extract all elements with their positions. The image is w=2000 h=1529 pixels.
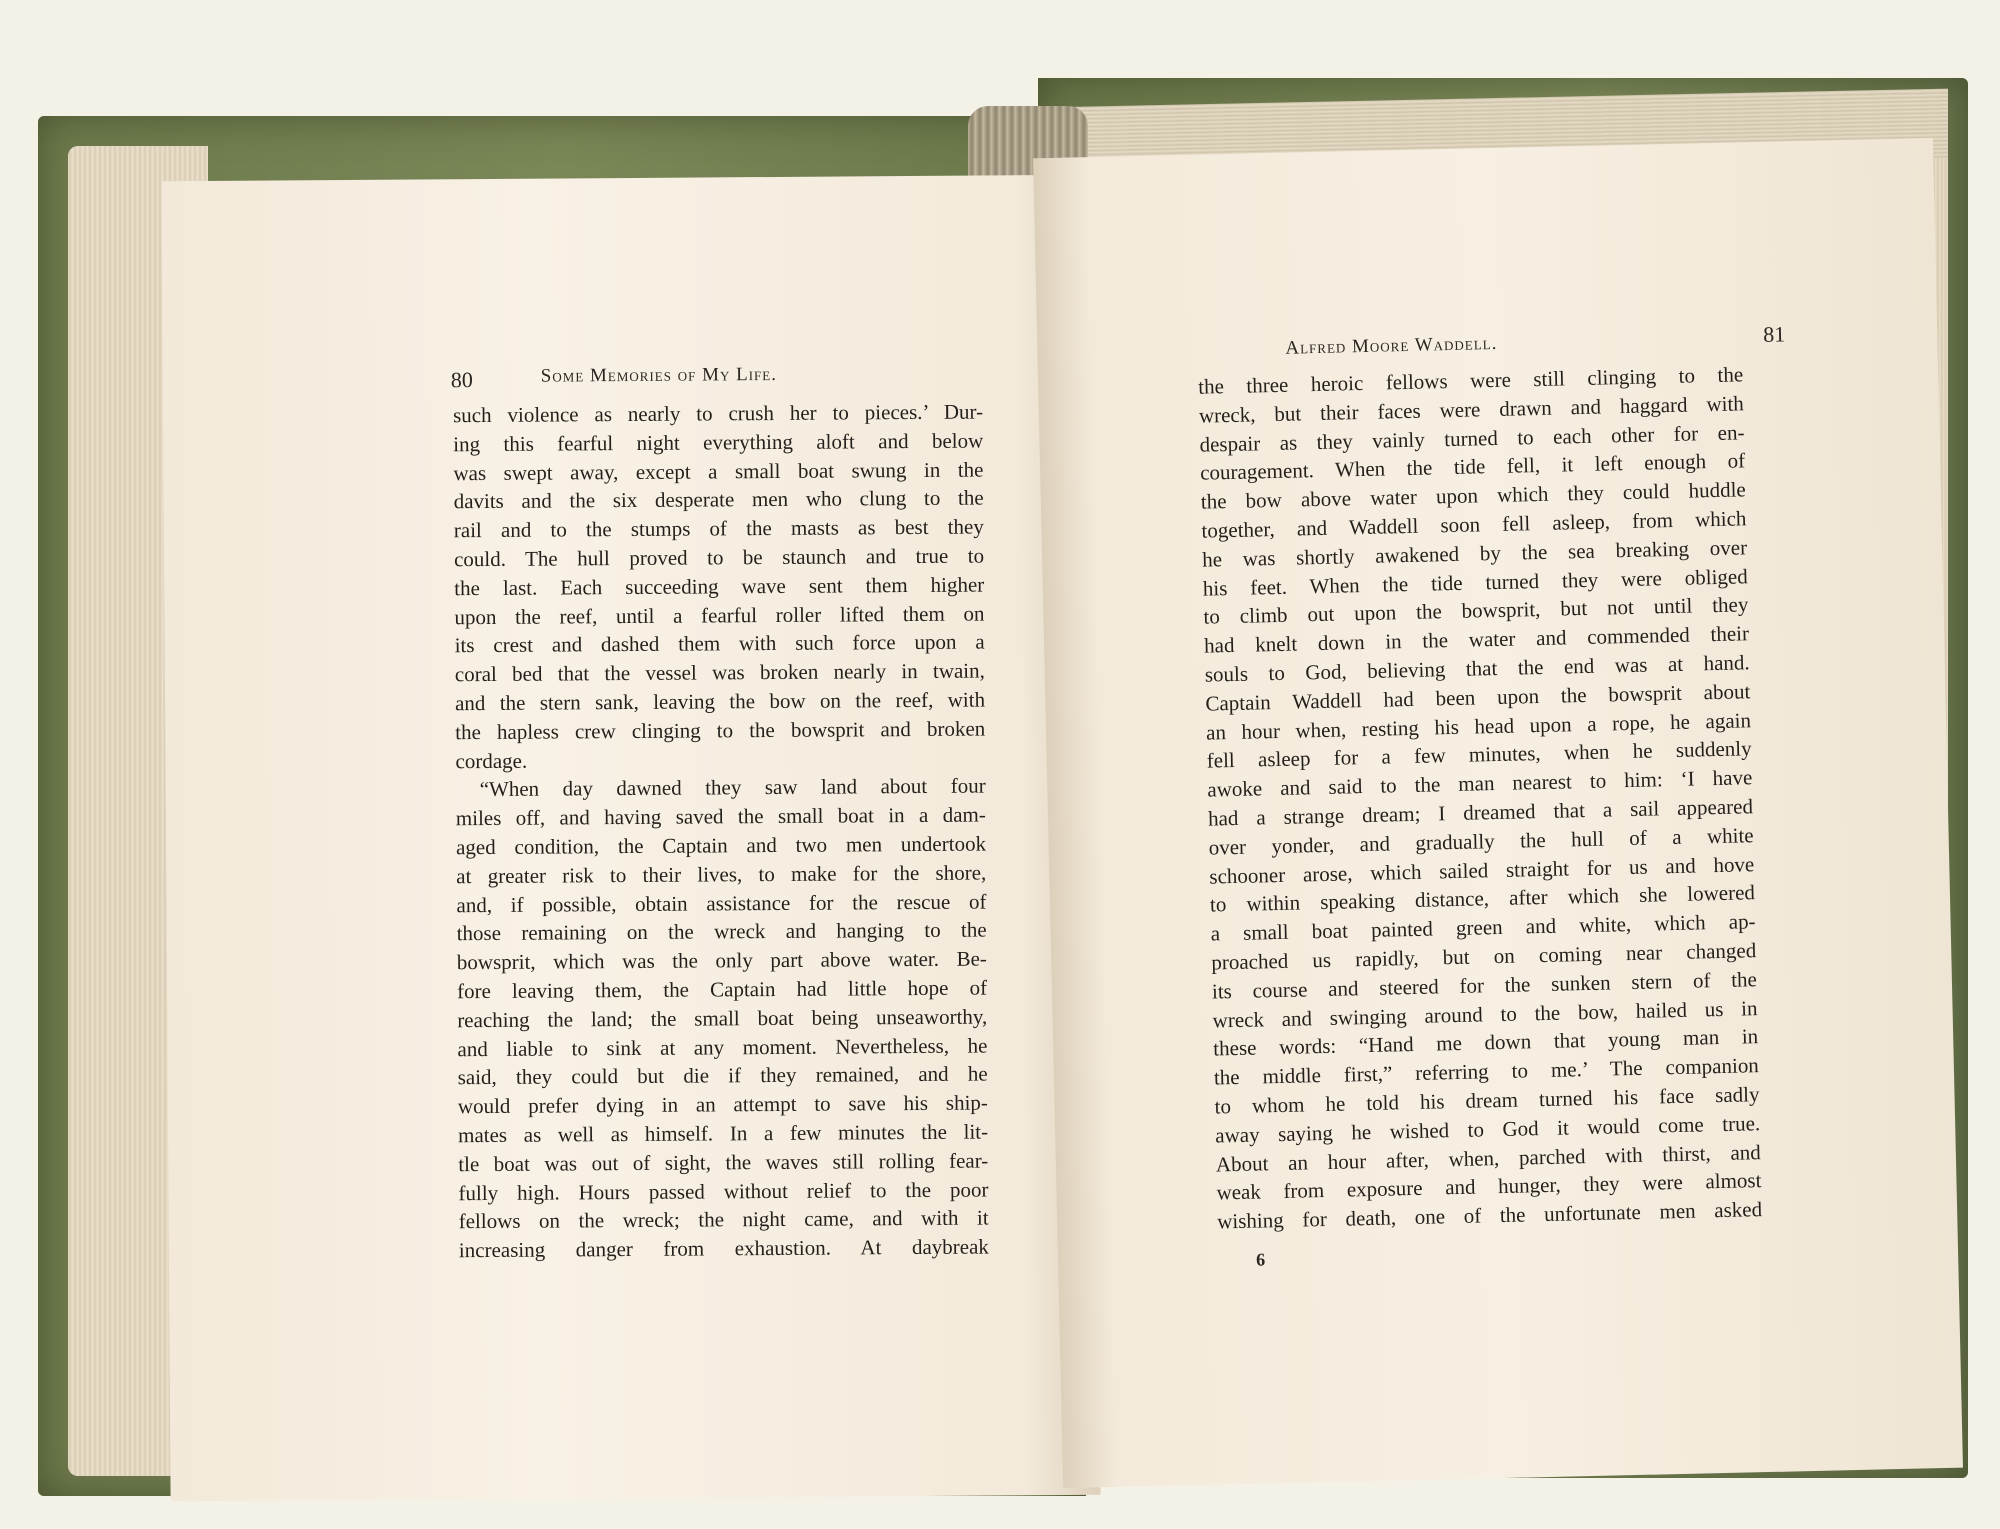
right-body-text bbox=[1198, 360, 1762, 1236]
text-line: increasing danger from exhaustion. At daybreak bbox=[458, 1234, 989, 1263]
text-line: over yonder, and gradually the hull of a white bbox=[1208, 822, 1754, 860]
text-line: coral bed that the vessel was broken nearly in twain, bbox=[454, 658, 985, 687]
text-line: upon the reef, until a fearful roller lifted them on bbox=[454, 601, 985, 629]
text-line: a small boat painted green and white, which ap- bbox=[1210, 909, 1756, 946]
left-page-number: 80 bbox=[450, 367, 473, 393]
text-line: the three heroic fellows were still clinging to the bbox=[1197, 362, 1744, 399]
text-line: away saying he wished to God it would come true. bbox=[1214, 1110, 1761, 1148]
text-line: awoke and said to the man nearest to him: ‘I have bbox=[1207, 765, 1753, 802]
text-line: said, they could but die if they remained, and he bbox=[457, 1061, 988, 1090]
text-line: bowsprit, which was the only part above water. Be- bbox=[456, 946, 987, 975]
text-line: “When day dawned they saw land about four bbox=[479, 773, 986, 802]
text-line: mates as well as himself. In a few minutes the lit- bbox=[457, 1119, 989, 1148]
signature-mark: 6 bbox=[1255, 1249, 1266, 1270]
text-line: souls to God, believing that the end was at hand. bbox=[1204, 650, 1750, 687]
text-line: to climb out upon the bowsprit, but not until they bbox=[1203, 592, 1749, 630]
text-line: despair as they vainly turned to each other for en- bbox=[1199, 419, 1745, 457]
text-line: proached us rapidly, but on coming near changed bbox=[1211, 938, 1757, 975]
right-running-head: Alfred Moore Waddell. bbox=[1285, 332, 1498, 359]
text-line: Captain Waddell had been upon the bowsprit about bbox=[1205, 679, 1751, 716]
left-body-text bbox=[453, 398, 989, 1266]
text-line: had a strange dream; I dreamed that a sail appeared bbox=[1207, 794, 1754, 831]
left-page bbox=[161, 175, 1100, 1501]
text-line: and, if possible, obtain assistance for the rescue of bbox=[456, 889, 987, 917]
text-line: at greater risk to their lives, to make for the shore, bbox=[456, 860, 987, 888]
text-line: the bow above water upon which they could huddle bbox=[1200, 477, 1746, 514]
text-line: was swept away, except a small boat swung in the bbox=[453, 457, 984, 485]
text-line: wreck, but their faces were drawn and haggard with bbox=[1198, 391, 1745, 428]
text-line: had knelt down in the water and commended their bbox=[1203, 621, 1750, 658]
text-line: these words: “Hand me down that young man in bbox=[1213, 1024, 1759, 1061]
text-line: aged condition, the Captain and two men undertook bbox=[455, 831, 987, 860]
text-line: the middle first,” referring to me.’ The companion bbox=[1213, 1053, 1760, 1090]
text-line: and the stern sank, leaving the bow on the reef, with bbox=[454, 687, 986, 716]
text-line: weak from exposure and hunger, they were almost bbox=[1216, 1168, 1762, 1205]
text-line: wishing for death, one of the unfortunate men asked bbox=[1216, 1197, 1763, 1234]
text-line: he was shortly awakened by the sea breaking over bbox=[1201, 535, 1748, 572]
text-line: to within speaking distance, after which she lowered bbox=[1209, 880, 1756, 917]
text-line: could. The hull proved to be staunch and true to bbox=[453, 543, 985, 572]
text-line: ing this fearful night everything aloft and below bbox=[453, 428, 984, 457]
right-page bbox=[1033, 138, 1963, 1488]
text-line: couragement. When the tide fell, it left enough of bbox=[1199, 448, 1746, 486]
open-book bbox=[38, 78, 1968, 1498]
text-line: reaching the land; the small boat being unseaworthy, bbox=[457, 1004, 988, 1032]
text-line: fully high. Hours passed without relief to the poor bbox=[458, 1177, 989, 1205]
text-line: tle boat was out of sight, the waves still rolling fear- bbox=[458, 1148, 989, 1176]
text-line: About an hour after, when, parched with thirst, and bbox=[1215, 1139, 1762, 1177]
text-line: and liable to sink at any moment. Nevertheless, he bbox=[457, 1033, 988, 1061]
text-line: those remaining on the wreck and hanging to the bbox=[456, 917, 987, 946]
text-line: fore leaving them, the Captain had little hope of bbox=[456, 975, 988, 1004]
text-line: fell asleep for a few minutes, when he suddenly bbox=[1206, 736, 1752, 773]
text-line: to whom he told his dream turned his face sadly bbox=[1214, 1082, 1760, 1119]
text-line: its crest and dashed them with such force upon a bbox=[454, 629, 985, 658]
text-line: wreck and swinging around to the bow, hailed us in bbox=[1212, 995, 1758, 1033]
text-line: miles off, and having saved the small boat in a dam- bbox=[455, 802, 986, 831]
text-line: davits and the six desperate men who clung to the bbox=[453, 485, 984, 514]
left-running-head: Some Memories of My Life. bbox=[540, 363, 778, 387]
text-line: would prefer dying in an attempt to save his ship- bbox=[457, 1090, 988, 1119]
text-line: fellows on the wreck; the night came, and with it bbox=[458, 1205, 989, 1234]
text-line: schooner arose, which sailed straight for us and hove bbox=[1209, 851, 1755, 889]
text-line: rail and to the stumps of the masts as best they bbox=[453, 514, 984, 543]
text-line: his feet. When the tide turned they were obliged bbox=[1202, 563, 1748, 601]
text-line: an hour when, resting his head upon a rope, he again bbox=[1205, 707, 1752, 745]
text-line: together, and Waddell soon fell asleep, from which bbox=[1201, 506, 1747, 543]
text-line: its course and steered for the sunken stern of the bbox=[1211, 966, 1758, 1004]
text-line: cordage. bbox=[455, 748, 528, 773]
text-line: such violence as nearly to crush her to pieces.’ Dur- bbox=[452, 399, 984, 428]
right-page-number: 81 bbox=[1762, 321, 1786, 347]
text-line: the last. Each succeeding wave sent them higher bbox=[454, 572, 985, 601]
text-line: the hapless crew clinging to the bowsprit and broken bbox=[455, 716, 986, 744]
